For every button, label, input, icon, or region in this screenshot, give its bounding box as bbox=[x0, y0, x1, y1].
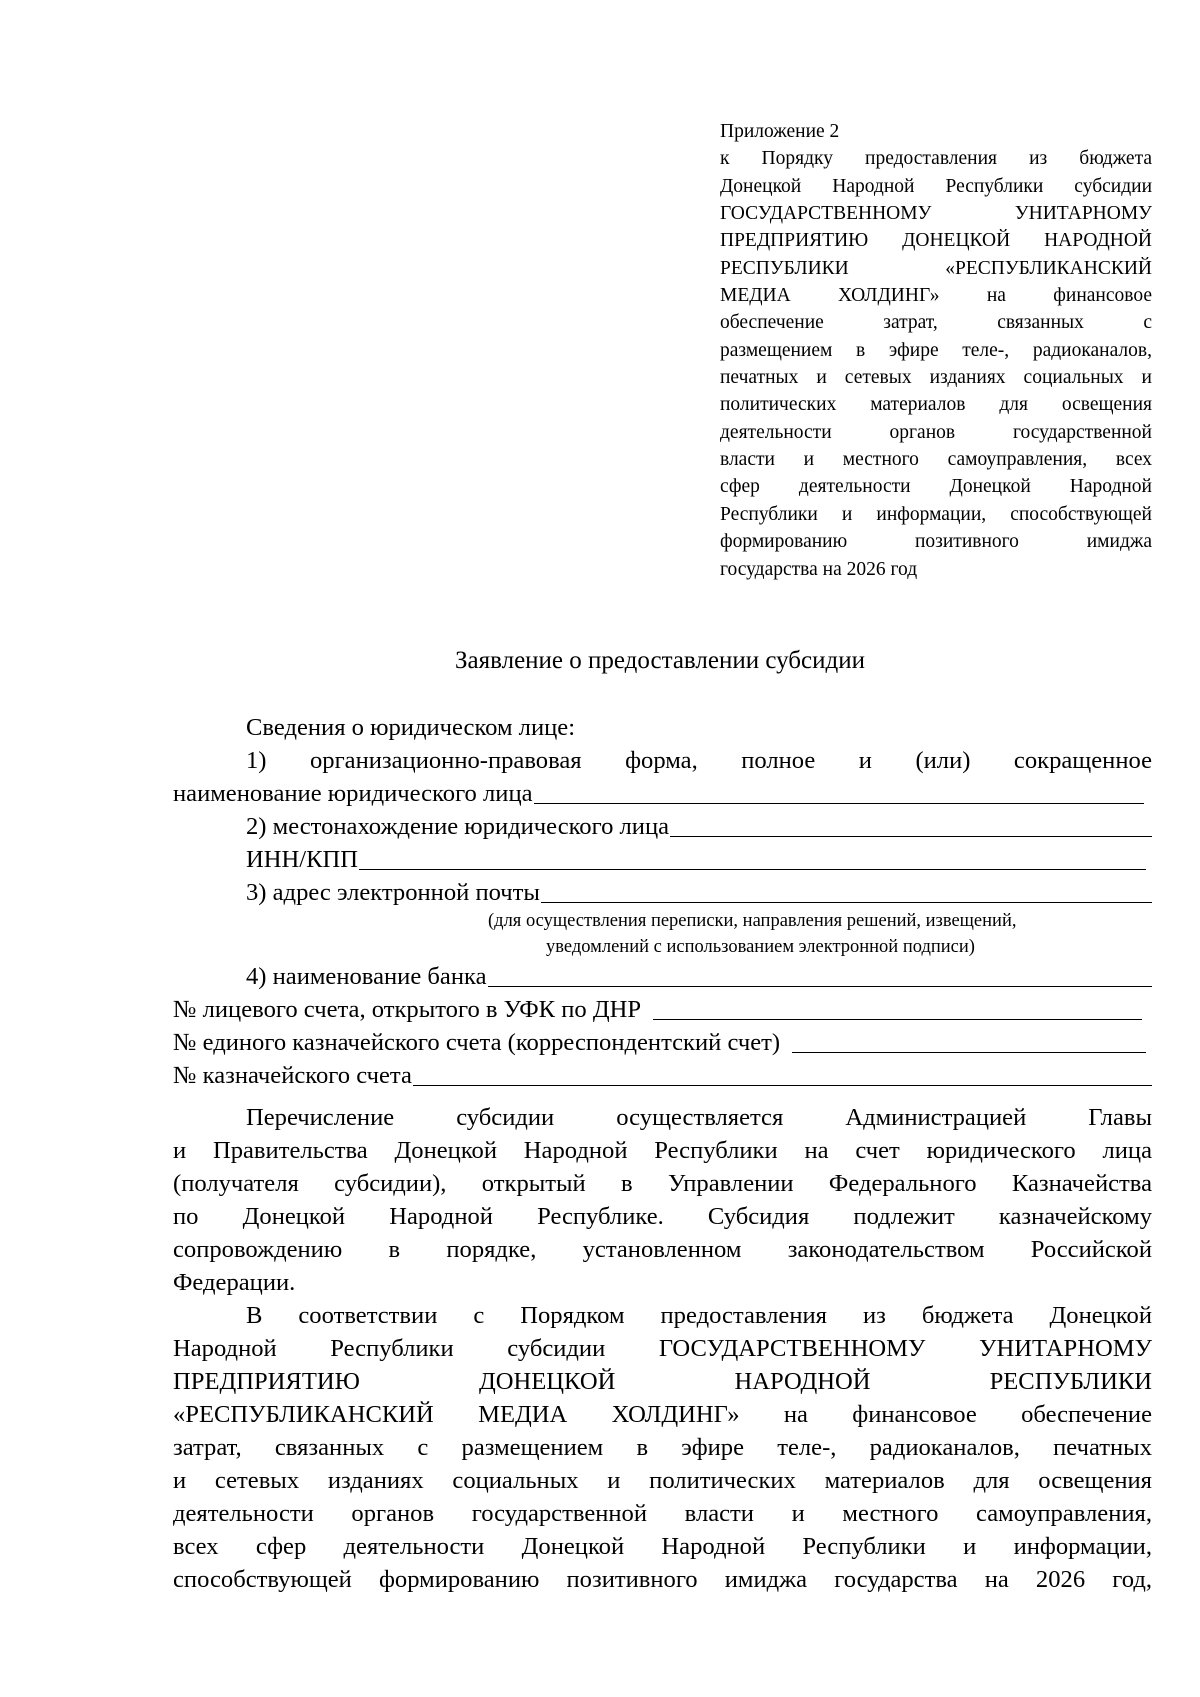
paragraph-line: и сетевых изданиях социальных и политических материалов для освещения bbox=[173, 1467, 1152, 1494]
item1-label: 1) организационно-правовая форма, полное и (или) сокращенное bbox=[246, 747, 1152, 774]
paragraph-line: затрат, связанных с размещением в эфире теле-, радиоканалов, печатных bbox=[173, 1434, 1152, 1461]
item2-field bbox=[173, 810, 1152, 843]
location-blank[interactable] bbox=[670, 836, 1152, 837]
email-blank[interactable] bbox=[541, 902, 1152, 903]
appendix-line: обеспечение затрат, связанных с bbox=[720, 312, 1152, 334]
paragraph-line: способствующей формированию позитивного имиджа государства на 2026 год, bbox=[173, 1566, 1152, 1593]
paragraph-line: всех сфер деятельности Донецкой Народной Республики и информации, bbox=[173, 1533, 1152, 1560]
appendix-line: ПРЕДПРИЯТИЮ ДОНЕЦКОЙ НАРОДНОЙ bbox=[720, 230, 1152, 252]
bank-details-form bbox=[173, 960, 1152, 1092]
item4-field bbox=[173, 960, 1152, 993]
personal-account-label: № лицевого счета, открытого в УФК по ДНР bbox=[173, 996, 642, 1023]
appendix-line: политических материалов для освещения bbox=[720, 394, 1152, 416]
treasury-account-blank[interactable] bbox=[413, 1085, 1152, 1086]
item3-label: 3) адрес электронной почты bbox=[246, 879, 540, 906]
item1-label-continued: наименование юридического лица bbox=[173, 780, 533, 807]
appendix-line: печатных и сетевых изданиях социальных и bbox=[720, 367, 1152, 389]
single-treasury-account-blank[interactable] bbox=[792, 1052, 1146, 1053]
appendix-line: Приложение 2 bbox=[720, 121, 840, 142]
appendix-line: Республики и информации, способствующей bbox=[720, 503, 1152, 525]
appendix-line: ГОСУДАРСТВЕННОМУ УНИТАРНОМУ bbox=[720, 203, 1152, 225]
email-hint: уведомлений с использованием электронной подписи) bbox=[546, 937, 975, 957]
item4-label: 4) наименование банка bbox=[246, 963, 487, 990]
personal-account-blank[interactable] bbox=[653, 1019, 1142, 1020]
paragraph-line: деятельности органов государственной власти и местного самоуправления, bbox=[173, 1500, 1152, 1527]
item1-field bbox=[173, 777, 1152, 810]
personal-account-field bbox=[173, 993, 1152, 1026]
appendix-line: Донецкой Народной Республики субсидии bbox=[720, 175, 1152, 197]
email-hint: (для осуществления переписки, направления решений, извещений, bbox=[488, 911, 1017, 931]
appendix-header bbox=[720, 118, 1152, 583]
appendix-line: сфер деятельности Донецкой Народной bbox=[720, 476, 1152, 498]
appendix-line: власти и местного самоуправления, всех bbox=[720, 449, 1152, 471]
item2-label: 2) местонахождение юридического лица bbox=[246, 813, 670, 840]
paragraph-line: ПРЕДПРИЯТИЮ ДОНЕЦКОЙ НАРОДНОЙ РЕСПУБЛИКИ bbox=[173, 1368, 1152, 1395]
paragraph-line: и Правительства Донецкой Народной Республики на счет юридического лица bbox=[173, 1137, 1152, 1164]
paragraph-line: Федерации. bbox=[173, 1269, 296, 1296]
treasury-account-label: № казначейского счета bbox=[173, 1062, 412, 1089]
single-treasury-account-label: № единого казначейского счета (корреспондентский счет) bbox=[173, 1029, 781, 1056]
single-treasury-account-field bbox=[173, 1026, 1152, 1059]
appendix-line: формированию позитивного имиджа bbox=[720, 531, 1152, 553]
document-title: Заявление о предоставлении субсидии bbox=[455, 647, 865, 674]
form-intro bbox=[173, 711, 1152, 744]
bank-name-blank[interactable] bbox=[488, 986, 1153, 987]
item3-field bbox=[173, 876, 1152, 909]
appendix-line: размещением в эфире теле-, радиоканалов, bbox=[720, 339, 1152, 361]
paragraph-line: В соответствии с Порядком предоставления из бюджета Донецкой bbox=[246, 1302, 1152, 1329]
inn-kpp-blank[interactable] bbox=[359, 869, 1146, 870]
form-intro-label: Сведения о юридическом лице: bbox=[246, 714, 576, 741]
paragraph-line: по Донецкой Народной Республике. Субсидия подлежит казначейскому bbox=[173, 1203, 1152, 1230]
entity-name-blank[interactable] bbox=[534, 803, 1144, 804]
paragraph-line: (получателя субсидии), открытый в Управлении Федерального Казначейства bbox=[173, 1170, 1152, 1197]
paragraph-line: Народной Республики субсидии ГОСУДАРСТВЕННОМУ УНИТАРНОМУ bbox=[173, 1335, 1152, 1362]
inn-kpp-field bbox=[173, 843, 1152, 876]
inn-kpp-label: ИНН/КПП bbox=[246, 846, 359, 873]
paragraph-line: «РЕСПУБЛИКАНСКИЙ МЕДИА ХОЛДИНГ» на финансовое обеспечение bbox=[173, 1401, 1152, 1428]
treasury-account-field bbox=[173, 1059, 1152, 1092]
legal-entity-form bbox=[173, 711, 1152, 909]
appendix-line: государства на 2026 год bbox=[720, 558, 918, 580]
appendix-line: МЕДИА ХОЛДИНГ» на финансовое bbox=[720, 285, 1152, 307]
appendix-line: деятельности органов государственной bbox=[720, 421, 1152, 443]
paragraph-line: сопровождению в порядке, установленном законодательством Российской bbox=[173, 1236, 1152, 1263]
appendix-line: к Порядку предоставления из бюджета bbox=[720, 148, 1152, 170]
accordance-paragraph bbox=[173, 1299, 1152, 1596]
paragraph-line: Перечисление субсидии осуществляется Администрацией Главы bbox=[246, 1104, 1152, 1131]
transfer-paragraph bbox=[173, 1101, 1152, 1299]
appendix-line: РЕСПУБЛИКИ «РЕСПУБЛИКАНСКИЙ bbox=[720, 257, 1152, 279]
